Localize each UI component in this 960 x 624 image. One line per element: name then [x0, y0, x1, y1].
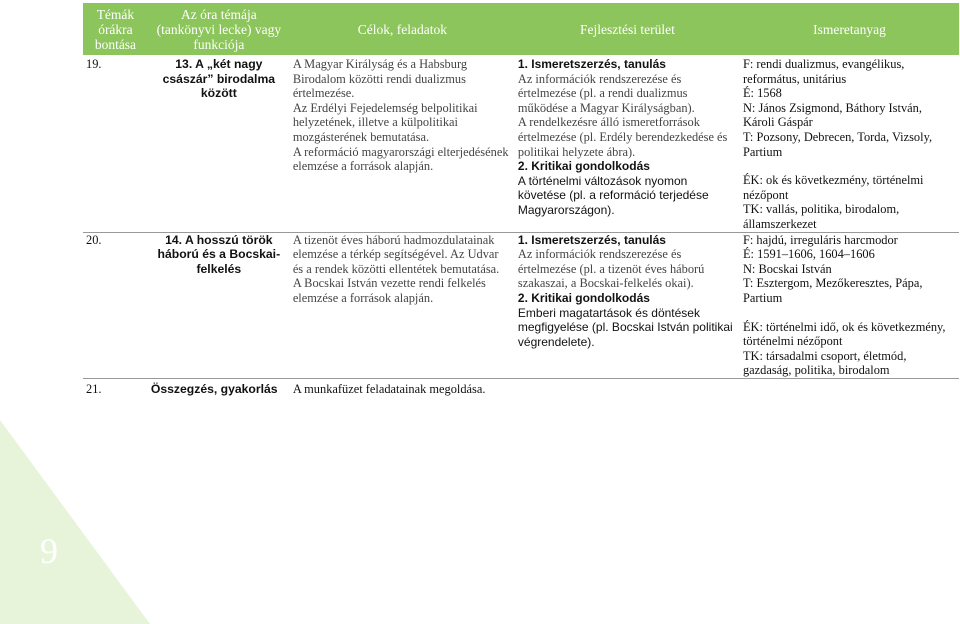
row-number: 19. [83, 55, 148, 232]
summary-number: 21. [86, 381, 102, 396]
row-topic: 13. A „két nagy császár” birodalma között [148, 55, 290, 232]
row-development: 1. Ismeretszerzés, tanulás Az információk rendszerezése és értelmezése (pl. a rendi dualizmus működése a Magyar Királyságban). A rendelkezésre álló ismeretforrások értelmezése (pl. Erdély berendezkedése és politikai helyzete ábra). 2. Kritikai gondolkodás A történelmi változások nyomon követése (pl. a reformáció terjedése Magyarországon). [515, 55, 740, 232]
summary-topic: Összegzés, gyakorlás [150, 381, 278, 396]
table-header-row [83, 3, 959, 55]
corner-decoration [0, 420, 150, 624]
header-topic: Az óra témája (tankönyvi lecke) vagy funkciója [148, 3, 290, 55]
header-goals: Célok, feladatok [290, 3, 515, 55]
summary-row [83, 378, 959, 396]
page-number: 9 [40, 531, 58, 571]
row-knowledge: F: hajdú, irreguláris harcmodor É: 1591–1606, 1604–1606 N: Bocskai István T: Esztergom, Mezőkeresztes, Pápa, Partium ÉK: történelmi idő, ok és következmény, történelmi nézőpont TK: társadalmi csoport, életmód, gazdaság, politika, birodalom [740, 232, 959, 378]
header-lessons: Témák órákra bontása [83, 3, 148, 55]
row-goals: A Magyar Királyság és a Habsburg Birodalom közötti rendi dualizmus értelmezése. Az Erdélyi Fejedelemség belpolitikai helyzetének, illetve a külpolitikai mozgásterének bemutatása. A reformáció magyarországi elterjedésének elemzése a források alapján. [290, 55, 515, 232]
table-row [83, 55, 959, 232]
row-goals: A tizenöt éves háború hadmozdulatainak elemzése a térkép segítségével. Az Udvar és a rendek közötti ellentétek bemutatása. A Bocskai István vezette rendi felkelés elemzése a források alapján. [290, 232, 515, 378]
row-topic: 14. A hosszú török háború és a Bocskai-felkelés [148, 232, 290, 378]
row-knowledge: F: rendi dualizmus, evangélikus, református, unitárius É: 1568 N: János Zsigmond, Báthory István, Károli Gáspár T: Pozsony, Debrecen, Torda, Vizsoly, Partium ÉK: ok és következmény, történelmi nézőpont TK: vallás, politika, birodalom, államszerkezet [740, 55, 959, 232]
header-development: Fejlesztési terület [515, 3, 740, 55]
summary-goal: A munkafüzet feladatainak megoldása. [292, 381, 486, 396]
curriculum-table [83, 3, 959, 396]
table-row [83, 232, 959, 378]
row-development: 1. Ismeretszerzés, tanulás Az információk rendszerezése és értelmezése (pl. a tizenöt éves háború szakaszai, a Bocskai-felkelés okai). 2. Kritikai gondolkodás Emberi magatartások és döntések megfigyelése (pl. Bocskai István politikai végrendelete). [515, 232, 740, 378]
row-number: 20. [83, 232, 148, 378]
header-knowledge: Ismeretanyag [740, 3, 959, 55]
